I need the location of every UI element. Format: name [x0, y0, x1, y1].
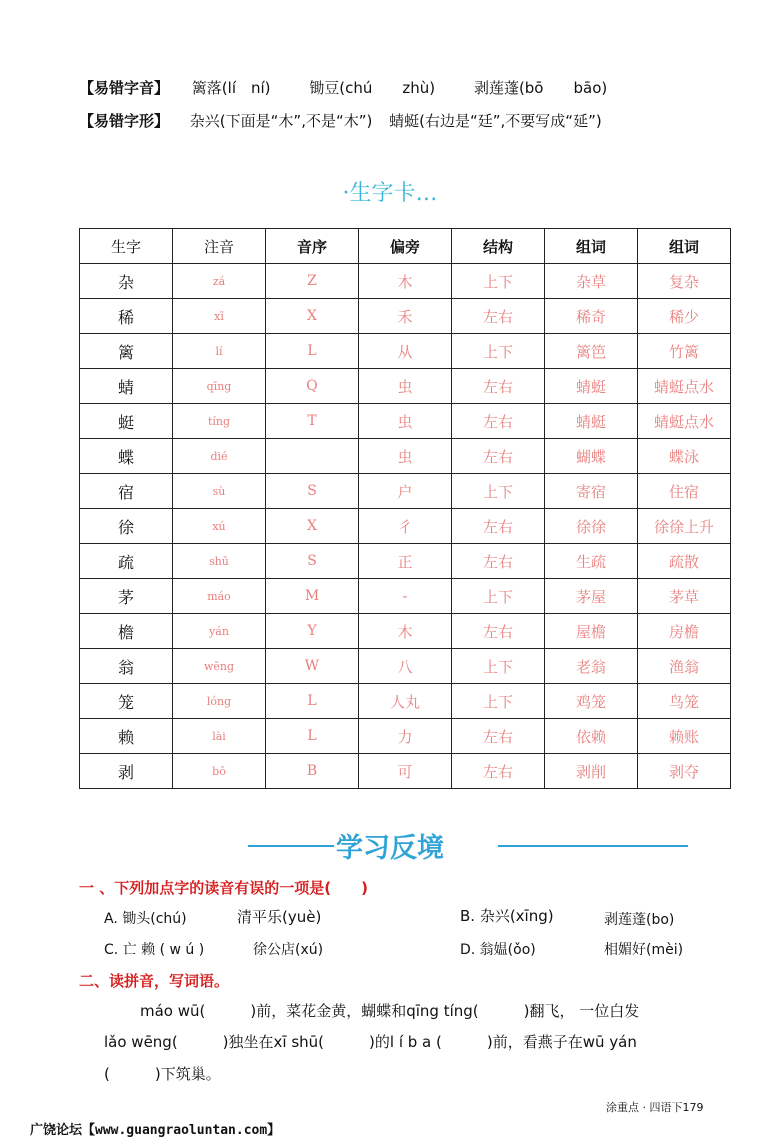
col-header: 生字 — [80, 229, 173, 264]
table-cell: T — [266, 404, 359, 439]
table-cell: 上下 — [452, 579, 545, 614]
pron-item: 篱落(lí ní) — [191, 79, 271, 97]
table-cell: 上下 — [452, 684, 545, 719]
table-cell: 蜻蜓 — [545, 369, 638, 404]
table-cell: 上下 — [452, 264, 545, 299]
character-table — [79, 228, 731, 789]
table-cell: 户 — [359, 474, 452, 509]
card-title: ·生字卡… — [342, 181, 438, 206]
shape-item: 杂兴(下面是“木”,不是“木”) — [189, 112, 373, 130]
table-cell: 蝶泳 — [638, 439, 731, 474]
table-row — [80, 649, 731, 684]
table-cell: 彳 — [359, 509, 452, 544]
table-cell: 依赖 — [545, 719, 638, 754]
table-cell: 茅屋 — [545, 579, 638, 614]
table-cell: Z — [266, 264, 359, 299]
table-cell: 杂草 — [545, 264, 638, 299]
col-header: 结构 — [452, 229, 545, 264]
table-cell: 稀奇 — [545, 299, 638, 334]
table-cell: 住宿 — [638, 474, 731, 509]
table-cell: 茅 — [80, 579, 173, 614]
col-header: 组词 — [638, 229, 731, 264]
table-cell: 蜻蜓点水 — [638, 369, 731, 404]
table-cell: lài — [173, 719, 266, 754]
table-cell: 稀少 — [638, 299, 731, 334]
table-cell: 左右 — [452, 754, 545, 789]
table-cell: 蜻蜓点水 — [638, 404, 731, 439]
table-row — [80, 264, 731, 299]
table-row — [80, 299, 731, 334]
table-cell: 蜓 — [80, 404, 173, 439]
pron-item: 剥莲蓬(bō bāo) — [473, 79, 608, 97]
table-cell: tíng — [173, 404, 266, 439]
question-1-title: 一 、下列加点字的读音有误的一项是( ) — [79, 879, 368, 897]
table-cell: 力 — [359, 719, 452, 754]
page-number: 涂重点 · 四语下179 — [606, 1101, 704, 1114]
table-cell: W — [266, 649, 359, 684]
col-header: 组词 — [545, 229, 638, 264]
table-cell: 生疏 — [545, 544, 638, 579]
table-cell: 笼 — [80, 684, 173, 719]
error-pronunciation-row — [79, 77, 607, 98]
table-row — [80, 404, 731, 439]
table-cell: zá — [173, 264, 266, 299]
table-cell: 徐徐 — [545, 509, 638, 544]
table-cell: xī — [173, 299, 266, 334]
table-cell: 虫 — [359, 439, 452, 474]
table-cell: 木 — [359, 614, 452, 649]
table-cell: 篱 — [80, 334, 173, 369]
q1-option: C. 亡 赖 ( w ú ) — [104, 942, 205, 958]
question-2-title: 二、读拼音，写词语。 — [79, 972, 230, 990]
table-row — [80, 754, 731, 789]
table-cell: qīng — [173, 369, 266, 404]
table-cell: máo — [173, 579, 266, 614]
table-cell: 左右 — [452, 439, 545, 474]
table-cell: 虫 — [359, 404, 452, 439]
table-cell: yán — [173, 614, 266, 649]
table-cell: 杂 — [80, 264, 173, 299]
col-header: 注音 — [173, 229, 266, 264]
table-row — [80, 474, 731, 509]
table-cell: 人丸 — [359, 684, 452, 719]
col-header: 音序 — [266, 229, 359, 264]
table-cell: 渔翁 — [638, 649, 731, 684]
q1-option: 徐公店(xú) — [253, 942, 324, 958]
table-cell: Y — [266, 614, 359, 649]
table-cell: 正 — [359, 544, 452, 579]
table-cell: 屋檐 — [545, 614, 638, 649]
table-cell: 木 — [359, 264, 452, 299]
table-cell: 复杂 — [638, 264, 731, 299]
table-cell: Q — [266, 369, 359, 404]
table-cell: 上下 — [452, 334, 545, 369]
table-cell: 鸟笼 — [638, 684, 731, 719]
table-cell: 徐徐上升 — [638, 509, 731, 544]
table-cell: 赖 — [80, 719, 173, 754]
table-cell: 房檐 — [638, 614, 731, 649]
table-cell: 剥削 — [545, 754, 638, 789]
q1-option: 相媚好(mèi) — [604, 942, 684, 958]
table-cell: 左右 — [452, 369, 545, 404]
table-cell: 左右 — [452, 299, 545, 334]
section-title: 学习反境 — [336, 833, 444, 864]
table-cell: - — [359, 579, 452, 614]
table-cell: 宿 — [80, 474, 173, 509]
table-cell: X — [266, 299, 359, 334]
table-cell: 稀 — [80, 299, 173, 334]
q1-option: D. 翁媪(ǒo) — [460, 942, 536, 958]
q1-option: 清平乐(yuè) — [237, 908, 322, 926]
table-cell: dié — [173, 439, 266, 474]
table-cell: 茅草 — [638, 579, 731, 614]
table-cell: 篱笆 — [545, 334, 638, 369]
shape-tag: 【易错字形】 — [79, 112, 170, 130]
error-shape-row — [79, 110, 602, 131]
table-row — [80, 579, 731, 614]
q2-line: ( )下筑巢。 — [104, 1065, 221, 1083]
table-cell: 竹篱 — [638, 334, 731, 369]
table-row — [80, 684, 731, 719]
q1-option: A. 锄头(chú) — [104, 911, 187, 927]
table-cell: S — [266, 544, 359, 579]
table-cell: B — [266, 754, 359, 789]
table-cell: wēng — [173, 649, 266, 684]
q2-line: máo wū( )前，菜花金黄，蝴蝶和qīng tíng( )翻飞， 一位白发 — [140, 1002, 640, 1020]
table-cell: xú — [173, 509, 266, 544]
table-cell: lóng — [173, 684, 266, 719]
table-cell: 蝴蝶 — [545, 439, 638, 474]
table-cell: 八 — [359, 649, 452, 684]
table-cell: M — [266, 579, 359, 614]
table-cell: L — [266, 334, 359, 369]
table-cell: 左右 — [452, 614, 545, 649]
table-cell: 蜻蜓 — [545, 404, 638, 439]
q1-option: B. 杂兴(xīng) — [460, 907, 554, 925]
table-cell: 翁 — [80, 649, 173, 684]
table-header-row — [80, 229, 731, 264]
table-row — [80, 439, 731, 474]
table-row — [80, 614, 731, 649]
table-cell: 疏 — [80, 544, 173, 579]
table-cell: L — [266, 684, 359, 719]
table-cell: X — [266, 509, 359, 544]
table-cell: 寄宿 — [545, 474, 638, 509]
table-cell: 左右 — [452, 404, 545, 439]
q2-line: lǎo wēng( )独坐在xī shū( )的l í b a ( )前，看燕子在wū yán — [104, 1033, 637, 1051]
table-cell: 剥 — [80, 754, 173, 789]
pron-item: 锄豆(chú zhù) — [309, 79, 436, 97]
table-cell: 蜻 — [80, 369, 173, 404]
divider-right — [498, 845, 688, 847]
table-cell: sù — [173, 474, 266, 509]
table-cell: 檐 — [80, 614, 173, 649]
shape-item: 蜻蜓(右边是“廷”,不要写成“延”) — [389, 112, 602, 130]
table-cell: 老翁 — [545, 649, 638, 684]
table-cell — [266, 439, 359, 474]
table-cell: 从 — [359, 334, 452, 369]
table-row — [80, 719, 731, 754]
table-cell: 虫 — [359, 369, 452, 404]
site-footer: 广饶论坛【www.guangraoluntan.com】 — [30, 1123, 281, 1138]
table-row — [80, 544, 731, 579]
table-row — [80, 369, 731, 404]
table-cell: 疏散 — [638, 544, 731, 579]
table-row — [80, 509, 731, 544]
table-cell: 剥夺 — [638, 754, 731, 789]
table-cell: bō — [173, 754, 266, 789]
table-cell: 徐 — [80, 509, 173, 544]
table-cell: 禾 — [359, 299, 452, 334]
table-cell: 左右 — [452, 719, 545, 754]
col-header: 偏旁 — [359, 229, 452, 264]
table-cell: 左右 — [452, 544, 545, 579]
table-row — [80, 334, 731, 369]
table-cell: lí — [173, 334, 266, 369]
table-cell: L — [266, 719, 359, 754]
table-cell: 赖账 — [638, 719, 731, 754]
table-cell: shū — [173, 544, 266, 579]
table-cell: 上下 — [452, 649, 545, 684]
table-cell: 左右 — [452, 509, 545, 544]
table-cell: 上下 — [452, 474, 545, 509]
pronunciation-tag: 【易错字音】 — [79, 79, 170, 97]
table-cell: 鸡笼 — [545, 684, 638, 719]
table-cell: S — [266, 474, 359, 509]
table-cell: 蝶 — [80, 439, 173, 474]
q1-option: 剥莲蓬(bo) — [604, 912, 675, 928]
table-cell: 可 — [359, 754, 452, 789]
